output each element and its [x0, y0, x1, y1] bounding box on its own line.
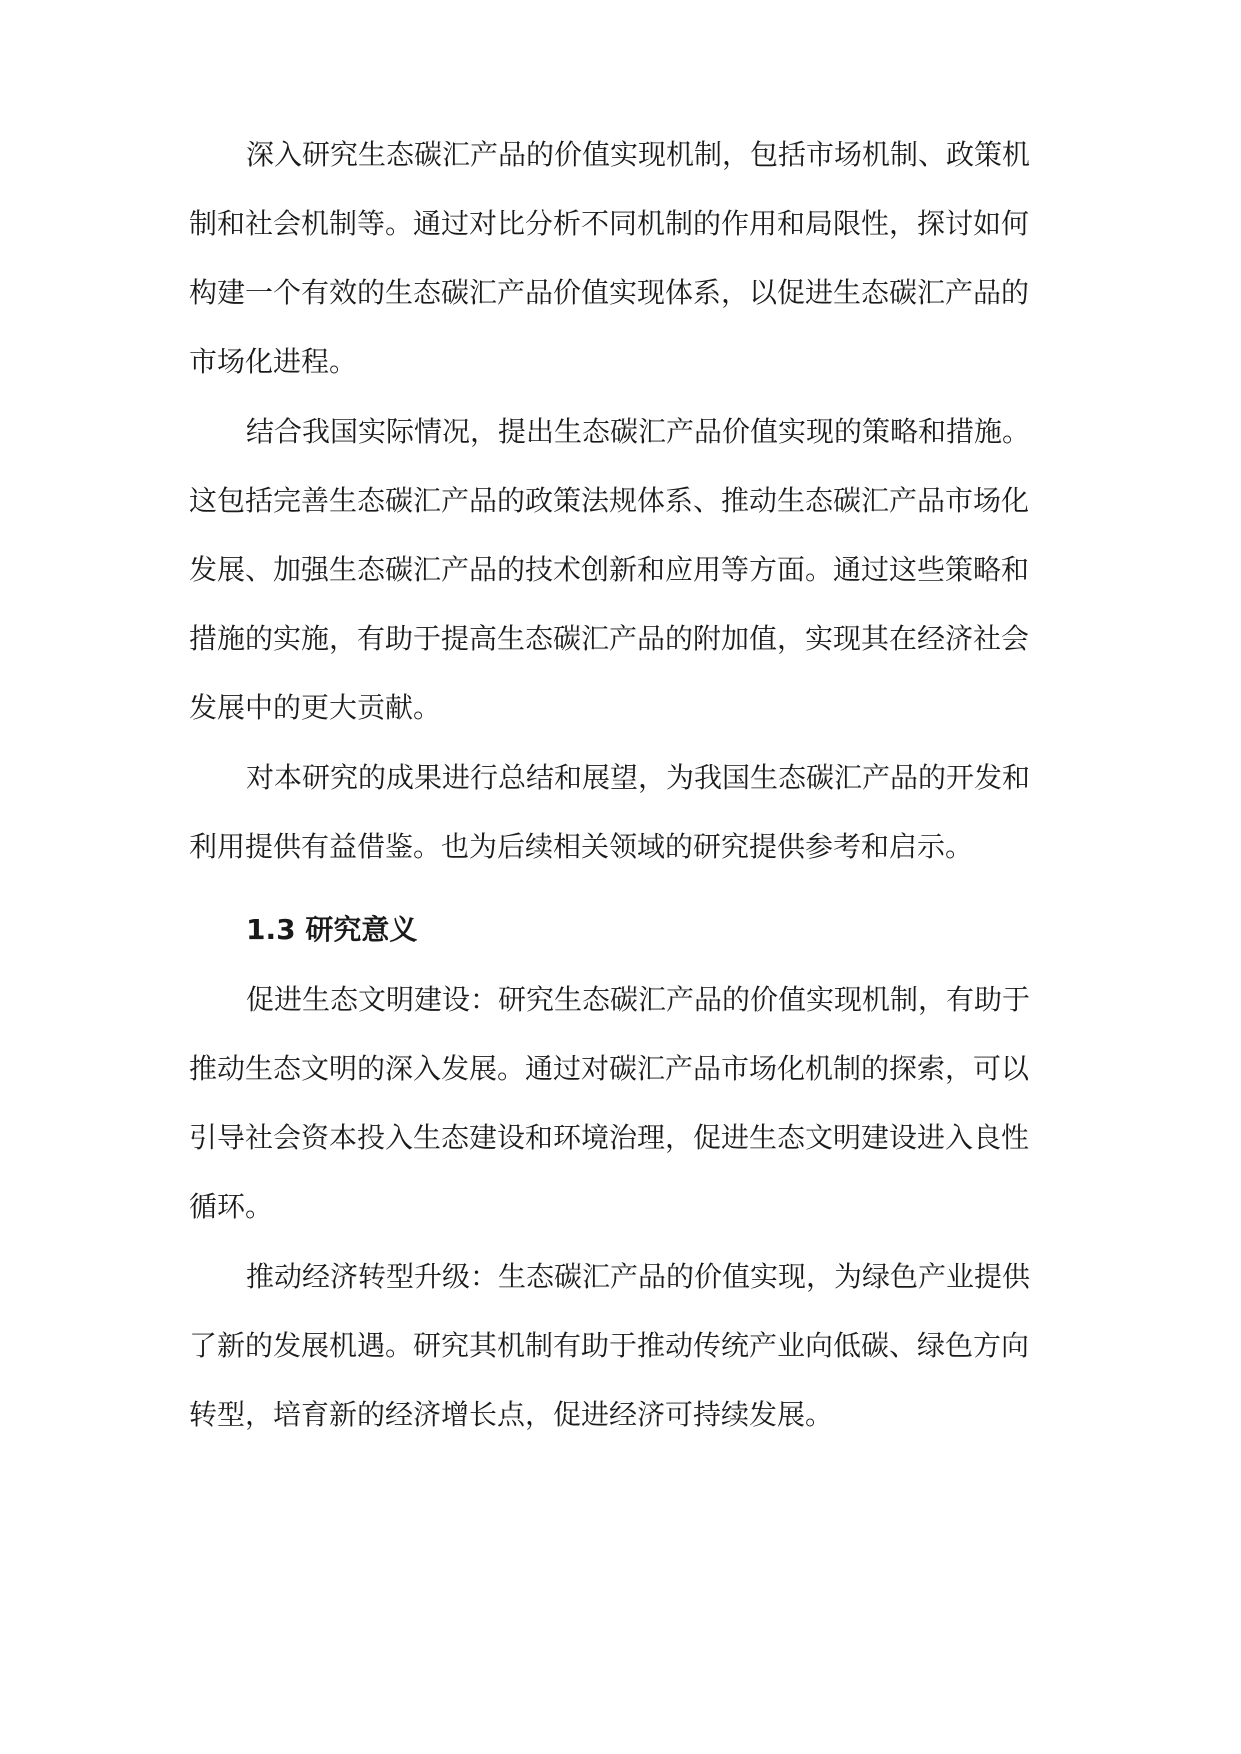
paragraph-line: 引导社会资本投入生态建设和环境治理，促进生态文明建设进入良性 [189, 1121, 1030, 1154]
paragraph-line: 结合我国实际情况，提出生态碳汇产品价值实现的策略和措施。 [246, 415, 1031, 448]
paragraph-line: 发展中的更大贡献。 [189, 691, 442, 724]
paragraph-line: 制和社会机制等。通过对比分析不同机制的作用和局限性，探讨如何 [189, 207, 1030, 240]
paragraph-line: 措施的实施，有助于提高生态碳汇产品的附加值，实现其在经济社会 [189, 622, 1030, 655]
paragraph-line: 转型，培育新的经济增长点，促进经济可持续发展。 [189, 1398, 834, 1431]
paragraph-line: 构建一个有效的生态碳汇产品价值实现体系，以促进生态碳汇产品的 [189, 276, 1030, 309]
paragraph-line: 了新的发展机遇。研究其机制有助于推动传统产业向低碳、绿色方向 [189, 1329, 1030, 1362]
paragraph-line: 深入研究生态碳汇产品的价值实现机制，包括市场机制、政策机 [246, 138, 1031, 171]
section-heading: 1.3 研究意义 [246, 913, 418, 946]
paragraph-line: 循环。 [189, 1190, 274, 1223]
paragraph-line: 促进生态文明建设：研究生态碳汇产品的价值实现机制，有助于 [246, 983, 1031, 1016]
paragraph-line: 利用提供有益借鉴。也为后续相关领域的研究提供参考和启示。 [189, 830, 974, 863]
paragraph-line: 对本研究的成果进行总结和展望，为我国生态碳汇产品的开发和 [246, 761, 1031, 794]
paragraph-line: 这包括完善生态碳汇产品的政策法规体系、推动生态碳汇产品市场化 [189, 484, 1030, 517]
paragraph-line: 推动经济转型升级：生态碳汇产品的价值实现，为绿色产业提供 [246, 1260, 1031, 1293]
paragraph-line: 市场化进程。 [189, 345, 358, 378]
paragraph-line: 发展、加强生态碳汇产品的技术创新和应用等方面。通过这些策略和 [189, 553, 1030, 586]
paragraph-line: 推动生态文明的深入发展。通过对碳汇产品市场化机制的探索，可以 [189, 1052, 1030, 1085]
